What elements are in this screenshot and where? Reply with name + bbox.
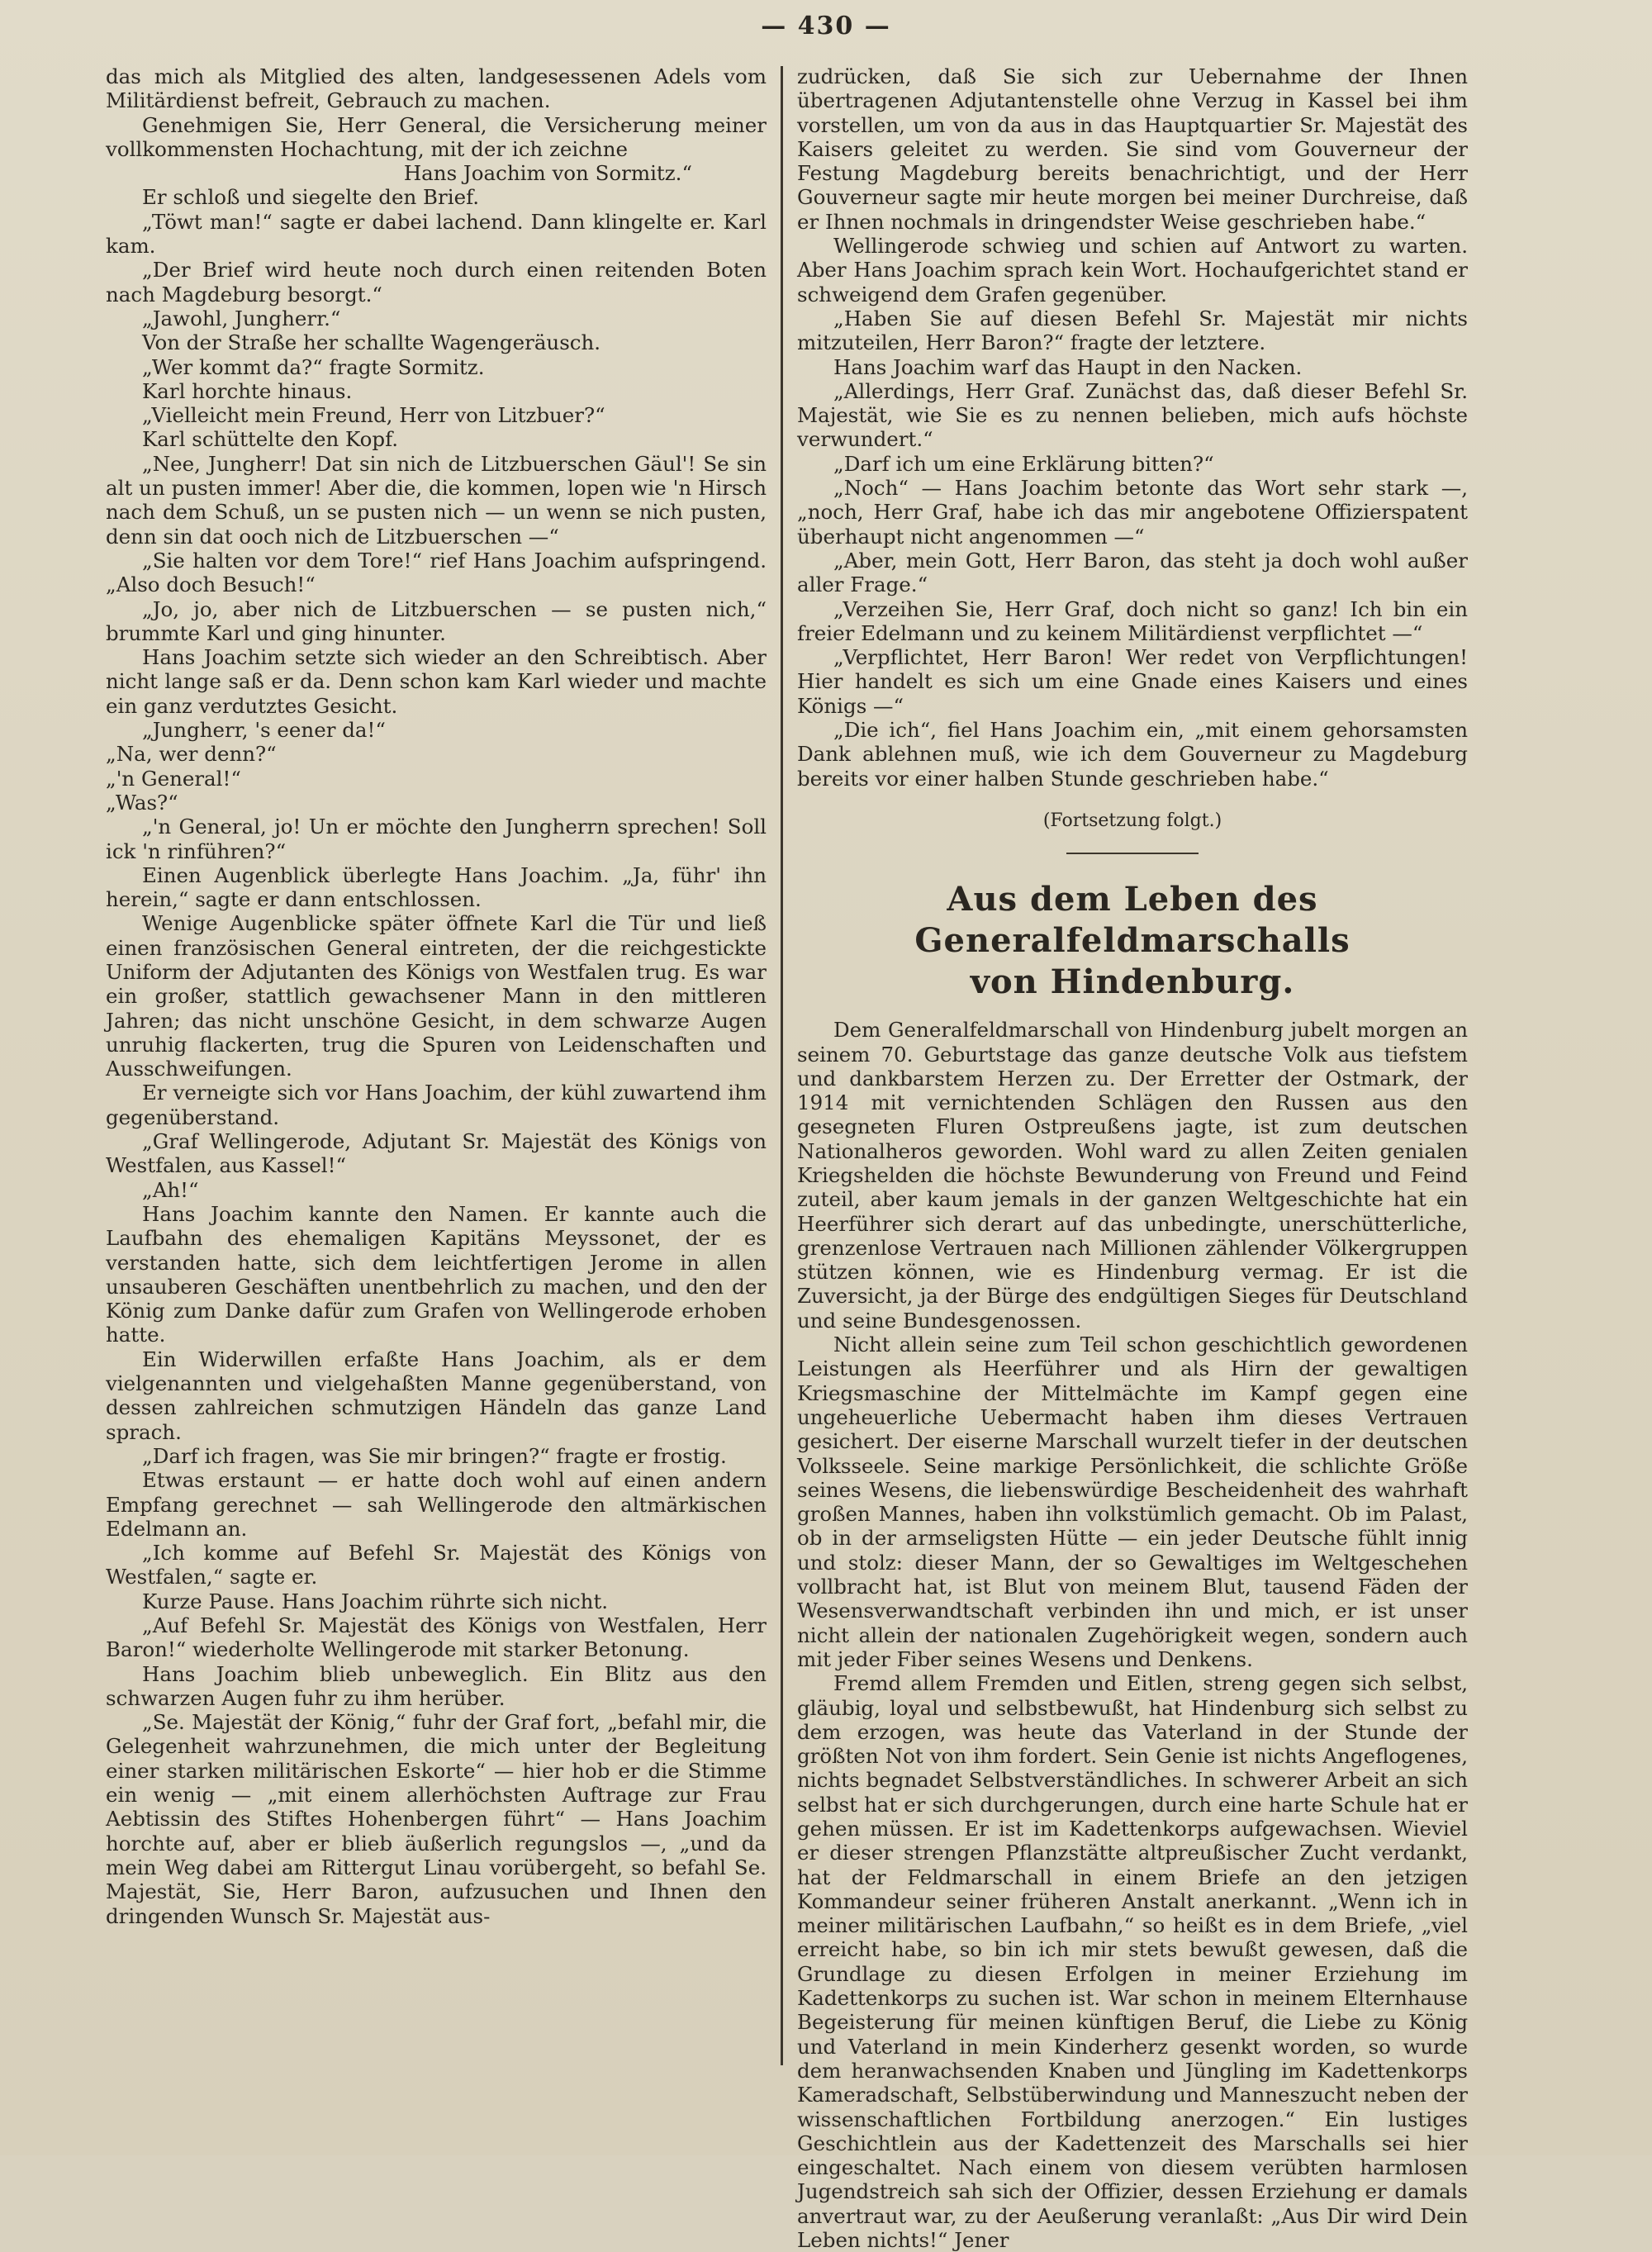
paragraph: Karl schüttelte den Kopf. <box>142 427 399 452</box>
left-column <box>106 64 767 1928</box>
paragraph: „Verzeihen Sie, Herr Graf, doch nicht so ganz! Ich bin ein freier Edelmann und zu keinem Militärdienst verpflichtet —“ <box>797 596 1468 645</box>
paragraph: „Nee, Jungherr! Dat sin nich de Litzbuerschen Gäul'! Se sin alt un pusten immer! Aber die, die kommen, lopen wie 'n Hirsch nach dem Schuß, un se pusten nich — un wenn se nich pusten, denn sin dat ooch nich de Litzbuerschen —“ <box>106 451 767 549</box>
column-divider <box>781 66 783 2065</box>
article-paragraph: Dem Generalfeldmarschall von Hindenburg jubelt morgen an seinem 70. Geburtstage das ganze deutsche Volk aus tiefstem und dankbarstem Herzen zu. Der Erretter der Ostmark, der 1914 mit vernichtenden Schlägen den Russen aus den gesegneten Fluren Ostpreußens jagte, ist zum deutschen Nationalheros geworden. Wohl ward zu allen Zeiten genialen Kriegshelden die höchste Bewunderung von Freund und Feind zuteil, aber kaum jemals in der ganzen Weltgeschichte hat ein Heerführer sich derart auf das unbedingte, unerschütterliche, grenzenlose Vertrauen nach Millionen zählender Völkergruppen stützen können, wie es Hindenburg vermag. Er ist die Zuversicht, ja der Bürge des endgültigen Sieges für Deutschland und seine Bundesgenossen. <box>797 1018 1468 1333</box>
paragraph: „Vielleicht mein Freund, Herr von Litzbuer?“ <box>142 403 605 428</box>
paragraph: „Darf ich fragen, was Sie mir bringen?“ fragte er frostig. <box>142 1443 727 1468</box>
paragraph: Kurze Pause. Hans Joachim rührte sich nicht. <box>142 1589 609 1613</box>
paragraph: Einen Augenblick überlegte Hans Joachim. „Ja, führ' ihn herein,“ sagte er dann entschlossen. <box>106 862 767 912</box>
paragraph: Er schloß und siegelte den Brief. <box>142 185 480 210</box>
paragraph: „Auf Befehl Sr. Majestät des Königs von Westfalen, Herr Baron!“ wiederholte Wellingerode mit starker Betonung. <box>106 1613 767 1662</box>
paragraph: Karl horchte hinaus. <box>142 378 353 403</box>
paragraph: „Allerdings, Herr Graf. Zunächst das, daß dieser Befehl Sr. Majestät, wie Sie es zu nennen belieben, mich aufs höchste verwundert.“ <box>797 378 1468 452</box>
page-number: — 430 — <box>761 12 891 40</box>
paragraph: „Jawohl, Jungherr.“ <box>142 306 341 330</box>
paragraph: „Haben Sie auf diesen Befehl Sr. Majestät mir nichts mitzuteilen, Herr Baron?“ fragte der letztere. <box>797 306 1468 355</box>
signature: Hans Joachim von Sormitz.“ <box>403 161 692 186</box>
paragraph: das mich als Mitglied des alten, landgesessenen Adels vom Militärdienst befreit, Gebrauch zu machen. <box>106 64 767 113</box>
paragraph: „Verpflichtet, Herr Baron! Wer redet von Verpflichtungen! Hier handelt es sich um eine Gnade eines Kaisers und eines Königs —“ <box>797 645 1468 718</box>
paragraph: „Darf ich um eine Erklärung bitten?“ <box>833 451 1214 476</box>
paragraph: „Ich komme auf Befehl Sr. Majestät des Königs von Westfalen,“ sagte er. <box>106 1541 767 1589</box>
section-separator <box>1066 853 1199 854</box>
dialogue-lines: „Jungherr, 's eener da!“ „Na, wer denn?“ „'n General!“ „Was?“ <box>106 718 386 815</box>
right-column <box>797 64 1468 2252</box>
paragraph: Wellingerode schwieg und schien auf Antwort zu warten. Aber Hans Joachim sprach kein Wort. Hochaufgerichtet stand er schweigend dem Grafen gegenüber. <box>797 234 1468 306</box>
paragraph: Hans Joachim blieb unbeweglich. Ein Blitz aus den schwarzen Augen fuhr zu ihm herüber. <box>106 1661 767 1710</box>
paragraph: Hans Joachim setzte sich wieder an den Schreibtisch. Aber nicht lange saß er da. Denn schon kam Karl wieder und machte ein ganz verdutztes Gesicht. <box>106 645 767 718</box>
paragraph: „Ah!“ <box>142 1177 199 1202</box>
paragraph: „Noch“ — Hans Joachim betonte das Wort sehr stark —, „noch, Herr Graf, habe ich das mir angebotene Offizierspatent überhaupt nicht angenommen —“ <box>797 476 1468 549</box>
paragraph: „Se. Majestät der König,“ fuhr der Graf fort, „befahl mir, die Gelegenheit wahrzunehmen, die mich unter der Begleitung einer starken militärischen Eskorte“ — hier hob er die Stimme ein wenig — „mit einem allerhöchsten Auftrage zur Frau Aebtissin des Stiftes Hohenbergen führt“ — Hans Joachim horchte auf, aber er blieb äußerlich regungslos —, „und da mein Weg dabei am Rittergut Linau vorübergeht, so befahl Se. Majestät, Sie, Herr Baron, aufzusuchen und Ihnen den dringenden Wunsch Sr. Majestät aus- <box>106 1710 767 1928</box>
paragraph: „Jo, jo, aber nich de Litzbuerschen — se pusten nich,“ brummte Karl und ging hinunter. <box>106 596 767 645</box>
paragraph: „Die ich“, fiel Hans Joachim ein, „mit einem gehorsamsten Dank ablehnen muß, wie ich dem Gouverneur zu Magdeburg bereits vor einer halben Stunde geschrieben habe.“ <box>797 718 1468 791</box>
paragraph: zudrücken, daß Sie sich zur Uebernahme der Ihnen übertragenen Adjutantenstelle ohne Verzug in Kassel bei ihm vorstellen, um von da aus in das Hauptquartier Sr. Majestät des Kaisers geleitet zu werden. Sie sind vom Gouverneur der Festung Magdeburg bereits benachrichtigt, und der Herr Gouverneur sagte mir heute morgen bei meiner Durchreise, daß er Ihnen nochmals in dringendster Weise geschrieben habe.“ <box>797 64 1468 234</box>
paragraph: „Wer kommt da?“ fragte Sormitz. <box>142 354 485 379</box>
paragraph: Ein Widerwillen erfaßte Hans Joachim, als er dem vielgenannten und vielgehaßten Manne gegenüberstand, von dessen zahlreichen schmutzigen Händeln das ganze Land sprach. <box>106 1347 767 1444</box>
article-title: Aus dem Leben des Generalfeldmarschalls von Hindenburg. <box>914 880 1351 1002</box>
paragraph: Wenige Augenblicke später öffnete Karl die Tür und ließ einen französischen General eintreten, der die reichgestickte Uniform der Adjutanten des Königs von Westfalen trug. Es war ein großer, stattlich gewachsener Mann in den mittleren Jahren; das nicht unschöne Gesicht, in dem schwarze Augen unruhig flackerten, trug die Spuren von Leidenschaften und Ausschweifungen. <box>106 911 767 1081</box>
article-paragraph: Fremd allem Fremden und Eitlen, streng gegen sich selbst, gläubig, loyal und selbstbewußt, hat Hindenburg sich selbst zu dem erzogen, was heute das Vaterland in der Stunde der größten Not von ihm fordert. Sein Genie ist nichts Angeflogenes, nichts begnadet Selbstverständliches. In schwerer Arbeit an sich selbst hat er sich durchgerungen, durch eine harte Schule hat er gehen müssen. Er ist im Kadettenkorps aufgewachsen. Wieviel er dieser strengen Pflanzstätte altpreußischer Zucht verdankt, hat der Feldmarschall in einem Briefe an den jetzigen Kommandeur seiner früheren Anstalt anerkannt. „Wenn ich in meiner militärischen Laufbahn,“ so heißt es in dem Briefe, „viel erreicht habe, so bin ich mir stets bewußt gewesen, daß die Grundlage zu diesen Erfolgen in meiner Erziehung im Kadettenkorps zu suchen ist. War schon in meinem Elternhause Begeisterung für meinen künftigen Beruf, die Liebe zu König und Vaterland in mein Kinderherz gesenkt worden, so wurde dem heranwachsenden Knaben und Jüngling im Kadettenkorps Kameradschaft, Selbstüberwindung und Manneszucht neben der wissenschaftlichen Fortbildung anerzogen.“ Ein lustiges Geschichtlein aus der Kadettenzeit des Marschalls sei hier eingeschaltet. Nach einem von diesem verübten harmlosen Jugendstreich sah sich der Offizier, dessen Erziehung er damals anvertraut war, zu der Aeußerung veranlaßt: „Aus Dir wird Dein Leben nichts!“ Jener <box>797 1671 1468 2252</box>
paragraph: „'n General, jo! Un er möchte den Jungherrn sprechen! Soll ick 'n rinführen?“ <box>106 815 767 863</box>
continued-note: (Fortsetzung folgt.) <box>1042 810 1222 831</box>
paragraph: „Aber, mein Gott, Herr Baron, das steht ja doch wohl außer aller Frage.“ <box>797 548 1468 597</box>
paragraph: Etwas erstaunt — er hatte doch wohl auf einen andern Empfang gerechnet — sah Wellingerode den altmärkischen Edelmann an. <box>106 1468 767 1541</box>
paragraph: Hans Joachim kannte den Namen. Er kannte auch die Laufbahn des ehemaligen Kapitäns Meyssonet, der es verstanden hatte, sich dem leichtfertigen Jerome in allen unsauberen Geschäften unentbehrlich zu machen, und den der König zum Danke dafür zum Grafen von Wellingerode erhoben hatte. <box>106 1201 767 1347</box>
paragraph: Genehmigen Sie, Herr General, die Versicherung meiner vollkommensten Hochachtung, mit der ich zeichne <box>106 112 767 161</box>
paragraph: Er verneigte sich vor Hans Joachim, der kühl zuwartend ihm gegenüberstand. <box>106 1081 767 1129</box>
paragraph: Hans Joachim warf das Haupt in den Nacken. <box>833 354 1303 379</box>
paragraph: „Graf Wellingerode, Adjutant Sr. Majestät des Königs von Westfalen, aus Kassel!“ <box>106 1129 767 1178</box>
paragraph: „Töwt man!“ sagte er dabei lachend. Dann klingelte er. Karl kam. <box>106 209 767 259</box>
paragraph: „Der Brief wird heute noch durch einen reitenden Boten nach Magdeburg besorgt.“ <box>106 258 767 306</box>
paragraph: Von der Straße her schallte Wagengeräusch. <box>142 330 601 355</box>
paragraph: „Sie halten vor dem Tore!“ rief Hans Joachim aufspringend. „Also doch Besuch!“ <box>106 548 767 597</box>
article-paragraph: Nicht allein seine zum Teil schon geschichtlich gewordenen Leistungen als Heerführer und als Hirn der gewaltigen Kriegsmaschine der Mittelmächte im Kampf gegen eine ungeheuerliche Uebermacht haben ihm dieses Vertrauen gesichert. Der eiserne Marschall wurzelt tiefer in der deutschen Volksseele. Seine markige Persönlichkeit, die schlichte Größe seines Wesens, die liebenswürdige Bescheidenheit des wahrhaft großen Mannes, haben ihn volkstümlich gemacht. Ob im Palast, ob in der armseligsten Hütte — ein jeder Deutsche fühlt innig und stolz: dieser Mann, der so Gewaltiges im Weltgeschehen vollbracht hat, ist Blut von meinem Blut, tausend Fäden der Wesensverwandtschaft verbinden ihn und mich, er ist unser nicht allein der nationalen Zugehörigkeit wegen, sondern auch mit jeder Fiber seines Wesens und Denkens. <box>797 1333 1468 1671</box>
